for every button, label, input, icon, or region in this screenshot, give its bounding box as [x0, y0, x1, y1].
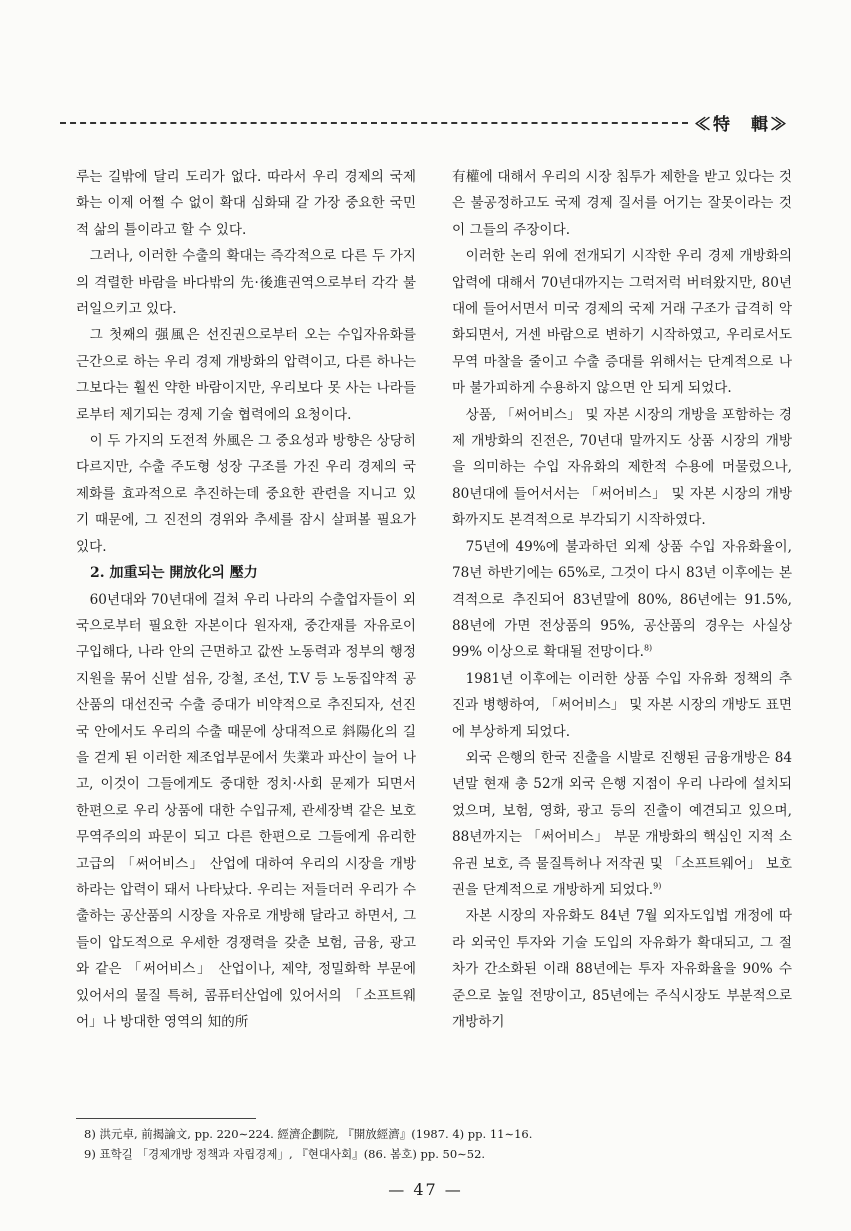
paragraph: 그 첫째의 强風은 선진권으로부터 오는 수입자유화를 근간으로 하는 우리 경제 개방화의 압력이고, 다른 하나는 그보다는 훨씬 약한 바람이지만, 우리보다 못 사는 나라들로부터 제기되는 경제 기술 협력에의 요청이다.	[76, 327, 416, 423]
footnote-ref[interactable]: 9)	[653, 881, 662, 891]
footnote-rule	[76, 1118, 256, 1119]
paragraph	[452, 534, 792, 666]
paragraph-text: 75년에 49%에 불과하던 외제 상품 수입 자유화율이, 78년 하반기에는 65%로, 그것이 다시 83년 이후에는 본격적으로 추진되어 83년말에 80%, 86년에는 91.5%, 88년에 가면 전상품의 95%, 공산품의 경우는 사실상 99% 이상으로 확대될 전망이다.	[452, 538, 792, 661]
paragraph: 有權에 대해서 우리의 시장 침투가 제한을 받고 있다는 것은 불공정하고도 국제 경제 질서를 어기는 잘못이라는 것이 그들의 주장이다.	[452, 169, 792, 238]
paragraph: 상품, 「써어비스」 및 자본 시장의 개방을 포함하는 경제 개방화의 진전은, 70년대 말까지도 상품 시장의 개방을 의미하는 수입 자유화의 제한적 수용에 머물렀으나, 80년대에 들어서서는 「써어비스」 및 자본 시장의 개방화까지도 본격적으로 부각되기 시작하였다.	[452, 406, 792, 529]
right-column	[452, 164, 792, 1035]
paragraph: 이러한 논리 위에 전개되기 시작한 우리 경제 개방화의 압력에 대해서 70년대까지는 그럭저럭 버텨왔지만, 80년대에 들어서면서 미국 경제의 국제 거래 구조가 급격히 악화되면서, 거센 바람으로 변하기 시작하였고, 우리로서도 무역 마찰을 줄이고 수출 증대를 위해서는 단계적으로 나마 불가피하게 수용하지 않으면 안 되게 되었다.	[452, 248, 792, 397]
paragraph: 60년대와 70년대에 걸쳐 우리 나라의 수출업자들이 외국으로부터 필요한 자본이다 원자재, 중간재를 자유로이 구입해다, 나라 안의 근면하고 값싼 노동력과 정부의 행정 지원을 묶어 신발 섬유, 강철, 조선, T.V 등 노동집약적 공산품의 대선진국 수출 증대가 비약적으로 추진되자, 선진국 안에서도 우리의 수출 때문에 상대적으로 斜陽化의 길을 걷게 된 이러한 제조업부문에서 失業과 파산이 늘어 나고, 이것이 그들에게도 중대한 정치·사회 문제가 되면서 한편으로 우리 상품에 대한 수입규제, 관세장벽 같은 보호무역주의의 파문이 되고 다른 한편으로 그들에게 유리한 고급의 「써어비스」 산업에 대하여 우리의 시장을 개방하라는 압력이 돼서 나타났다. 우리는 저들더러 우리가 수출하는 공산품의 시장을 자유로 개방해 달라고 하면서, 그들이 압도적으로 우세한 경쟁력을 갖춘 보험, 금융, 광고와 같은 「써어비스」 산업이나, 제약, 정밀화학 부문에 있어서의 물질 특허, 콤퓨터산업에 있어서의 「소프트웨어」나 방대한 영역의 知的所	[76, 591, 416, 1030]
footnotes	[84, 1124, 804, 1164]
page-number: — 47 —	[388, 1180, 463, 1199]
paragraph: 이 두 가지의 도전적 外風은 그 중요성과 방향은 상당히 다르지만, 수출 주도형 성장 구조를 가진 우리 경제의 국제화를 효과적으로 추진하는데 중요한 관련을 지니고 있기 때문에, 그 진전의 경위와 추세를 잠시 살펴볼 필요가 있다.	[76, 433, 416, 555]
paragraph: 루는 길밖에 달리 도리가 없다. 따라서 우리 경제의 국제화는 이제 어쩔 수 없이 확대 심화돼 갈 가장 중요한 국민적 삶의 틀이라고 할 수 있다.	[76, 169, 416, 238]
paragraph: 1981년 이후에는 이러한 상품 수입 자유화 정책의 추진과 병행하여, 「써어비스」 및 자본 시장의 개방도 표면에 부상하게 되었다.	[452, 670, 792, 740]
header-dashed-rule	[60, 122, 688, 124]
section-heading: 2. 加重되는 開放化의 壓力	[90, 565, 258, 582]
left-column	[76, 164, 416, 1035]
section-tag: ≪特 輯≫	[694, 115, 789, 135]
paragraph: 그러나, 이러한 수출의 확대는 즉각적으로 다른 두 가지의 격렬한 바람을 바다밖의 先·後進권역으로부터 각각 불러일으키고 있다.	[76, 248, 416, 318]
footnote: 9) 표학길 「경제개방 정책과 자립경제」, 『현대사회』(86. 봄호) pp. 50∼52.	[84, 1147, 486, 1161]
footnote: 8) 洪元卓, 前揭論文, pp. 220∼224. 經濟企劃院, 『開放經濟』(1987. 4) pp. 11∼16.	[84, 1127, 533, 1141]
footnote-ref[interactable]: 8)	[643, 643, 653, 653]
paragraph-text: 외국 은행의 한국 진출을 시발로 진행된 금융개방은 84년말 현재 총 52개 외국 은행 지점이 우리 나라에 설치되었으며, 보험, 영화, 광고 등의 진출이 예견되고 있으며, 88년까지는 「써어비스」 부문 개방화의 핵심인 지적 소유권 보호, 즉 물질특허나 저작권 및 「소프트웨어」 보호권을 단계적으로 개방하게 되었다.	[452, 749, 792, 898]
paragraph: 자본 시장의 자유화도 84년 7월 외자도입법 개정에 따라 외국인 투자와 기술 도입의 자유화가 확대되고, 그 절차가 간소화된 이래 88년에는 투자 자유화율을 90% 수준으로 높일 전망이고, 85년에는 주식시장도 부분적으로 개방하기	[452, 908, 792, 1030]
paragraph	[452, 745, 792, 903]
